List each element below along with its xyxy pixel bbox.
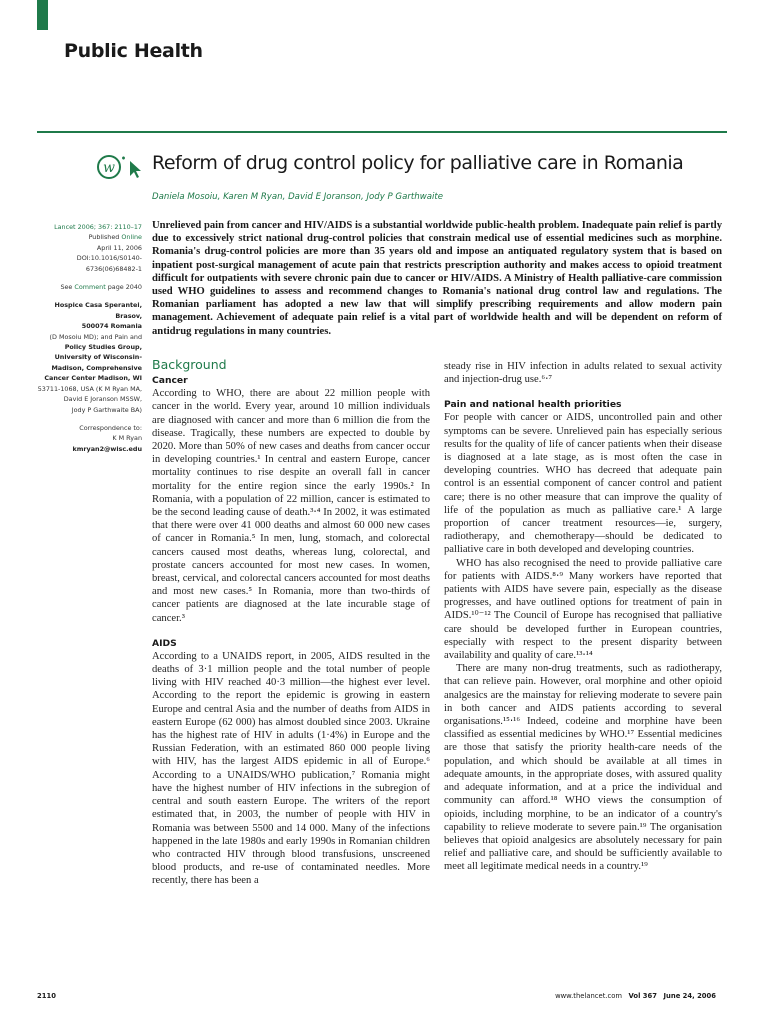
affiliation-line: 500074 Romania xyxy=(81,322,142,331)
web-extra-logo-icon xyxy=(96,152,148,182)
svg-text:w: w xyxy=(103,160,115,176)
aids-heading: AIDS xyxy=(152,637,177,649)
pain-paragraph-1: For people with cancer or AIDS, uncontrolled pain and other symptoms can be severe. Unrelieved pain has especially serious results for the quality of life of cancer patients when their disease is diagnosed at a late stage, as is most often the case in developing countries. WHO has decreed that adequate pain control is an essential component of cancer control and patient care; there is no other measure that can improve the quality of life of the population as much as palliative care.¹ A large proportion of cancer treatment resources—ie, surgery, radiotherapy, and chemotherapy—should be dedicated to palliative care in both developed and developing countries. xyxy=(444,412,722,556)
continuation-paragraph: steady rise in HIV infection in adults related to sexual activity and injection-drug use.⁶⋅⁷ xyxy=(444,361,722,386)
published-label: Published xyxy=(88,233,122,242)
footer-info xyxy=(555,992,716,1000)
body-column-right xyxy=(444,360,722,874)
background-heading: Background xyxy=(152,357,227,372)
affiliation-line: 53711-1068, USA (K M Ryan MA, xyxy=(37,384,142,393)
footer-date: June 24, 2006 xyxy=(663,992,716,1000)
article-sidebar xyxy=(26,222,142,454)
aids-paragraph: According to a UNAIDS report, in 2005, AIDS resulted in the deaths of 3·1 million people and the total number of people living with HIV reached 40·3 million—the highest ever level. According to the report the epidemic is growing in eastern Europe and central Asia and the number of deaths from AIDS in eastern Europe (62 000) has almost doubled since 2003. Ukraine has the highest rate of HIV in adults (1·4%) in Europe and the Russian Federation, with an estimated 860 000 people living with HIV, has the largest AIDS epidemic in all of Europe.⁶ According to a UNAIDS/WHO publication,⁷ Romania might have the highest number of HIV infections in the subregion of central and south eastern Europe. The writers of the report estimated that, in 2003, the number of people with HIV in Romania was between 5500 and 14 000. Many of the infections happened in the late 1980s and early 1990s in Romanian children who contracted HIV through blood transfusions, unscreened blood products, and re-use of contaminated needles. More recently, there has been a xyxy=(152,650,430,887)
correspondence-email[interactable]: kmryan2@wisc.edu xyxy=(72,444,142,453)
cancer-heading: Cancer xyxy=(152,375,188,387)
published-date: April 11, 2006 xyxy=(96,243,142,252)
see-label: See xyxy=(60,283,75,292)
affiliation-line: (D Mosoiu MD); and Pain and xyxy=(49,332,142,341)
pain-paragraph-3: There are many non-drug treatments, such as radiotherapy, that can relieve pain. However, oral morphine and other opioid analgesics are the mainstay for relieving moderate to severe pain in both cancer and AIDS patients according to several organisations.¹⁵⋅¹⁶ Indeed, codeine and morphine have been classified as essential medicines by WHO.¹⁷ Essential medicines are those that satisfy the priority health-care needs of the population, and which should be available at all times in adequate amounts, in the appropriate doses, with assured quality and adequate information, and at a price the individual and community can afford.¹⁸ WHO views the consumption of opioids, including morphine, to be an indicator of a country's capability to relieve moderate to severe pain.¹⁹ The organisation believes that opioid analgesics are absolutely necessary for pain relief and palliative care, and should be sufficiently available to meet all legitimate medical needs in a country.¹⁹ xyxy=(444,663,722,873)
journal-section-title: Public Health xyxy=(64,40,203,62)
affiliation-line: Cancer Center Madison, WI xyxy=(44,374,142,383)
header-divider xyxy=(37,131,727,133)
online-link[interactable]: Online xyxy=(121,233,142,242)
citation: Lancet 2006; 367: 2110–17 xyxy=(54,223,142,231)
affiliation-line: Hospice Casa Sperantei, Brasov, xyxy=(54,301,142,320)
footer-site[interactable]: www.thelancet.com xyxy=(555,992,623,1000)
pain-paragraph-2: WHO has also recognised the need to provide palliative care for patients with AIDS.⁸⋅⁹ Many workers have reported that patients with AIDS have severe pain, especially as the disease progresses, and have outlined options for treatment of pain in AIDS.¹⁰⁻¹² The Council of Europe has recognised that palliative care should be developed further in European countries, especially with respect to the present disparity between availability and quality of care.¹³⋅¹⁴ xyxy=(444,557,722,662)
see-page: page 2040 xyxy=(105,283,142,292)
footer-volume: Vol 367 xyxy=(628,992,657,1000)
article-authors: Daniela Mosoiu, Karen M Ryan, David E Joranson, Jody P Garthwaite xyxy=(152,192,444,202)
affiliation-line: Jody P Garthwaite BA) xyxy=(71,405,142,414)
article-abstract: Unrelieved pain from cancer and HIV/AIDS is a substantial worldwide public-health problem. Inadequate pain relief is partly due to excessively strict national drug-control policies that constrain medical use of essential medicines such as morphine. Romania's drug-control policies are more than 35 years old and impose an antiquated regulatory system that is based on inpatient post-surgical management of acute pain that restricts prescription authority and makes access to opioid treatment difficult for outpatients with severe chronic pain due to cancer or HIV/AIDS. A Ministry of Health palliative-care commission used WHO guidelines to assess and recommend changes to Romania's national drug control law and regulations. The Romanian parliament has adopted a new law that will simplify prescribing requirements and allow modern pain management. Achievement of adequate pain relief is a vital part of worldwide health and will be dependent on reform of antidrug regulations in many countries. xyxy=(152,220,722,337)
journal-color-tab xyxy=(37,0,48,30)
body-column-left xyxy=(152,358,430,888)
comment-link[interactable]: Comment xyxy=(74,283,106,292)
article-title: Reform of drug control policy for palliative care in Romania xyxy=(152,152,684,174)
see-comment xyxy=(26,282,142,292)
cancer-paragraph: According to WHO, there are about 22 million people with cancer in the world. Every year, around 10 million individuals are diagnosed with cancer and more than 6 million die from the disease. Tragically, these numbers are expected to double by 2020. More than 50% of new cases and deaths from cancer occur in developing countries.¹ In central and eastern Europe, cancer mortality continues to rise despite an overall fall in cancer mortality for the entire region since the early 1990s.² In Romania, with a population of 22 million, cancer is estimated to be the second leading cause of death.³⋅⁴ In 2002, it was estimated that there were over 41 000 deaths and almost 60 000 new cases of cancer in Romania.⁵ In men, lung, stomach, and colorectal cancers caused most deaths, whereas lung, colorectal, and prostate cancers accounted for most new cases. In women, breast, cervical, and colorectal cancers accounted for most deaths and most new cases.⁵ In Romania, more than two-thirds of cancer patients are diagnosed at the late incurable stage of cancer.³ xyxy=(152,388,430,624)
affiliation-line: Madison, Comprehensive xyxy=(51,363,142,372)
doi-line-1: DOI:10.1016/S0140- xyxy=(76,254,142,263)
correspondence-name: K M Ryan xyxy=(112,434,142,443)
correspondence-label: Correspondence to: xyxy=(79,423,142,432)
doi-line-2: 6736(06)68482-1 xyxy=(85,264,142,273)
publication-info xyxy=(26,232,142,242)
pain-heading: Pain and national health priorities xyxy=(444,399,622,411)
affiliation-line: Policy Studies Group, xyxy=(64,343,142,352)
affiliation-line: University of Wisconsin- xyxy=(54,353,142,362)
page-number: 2110 xyxy=(37,992,56,1000)
affiliation-line: David E Joranson MSSW, xyxy=(63,395,142,404)
